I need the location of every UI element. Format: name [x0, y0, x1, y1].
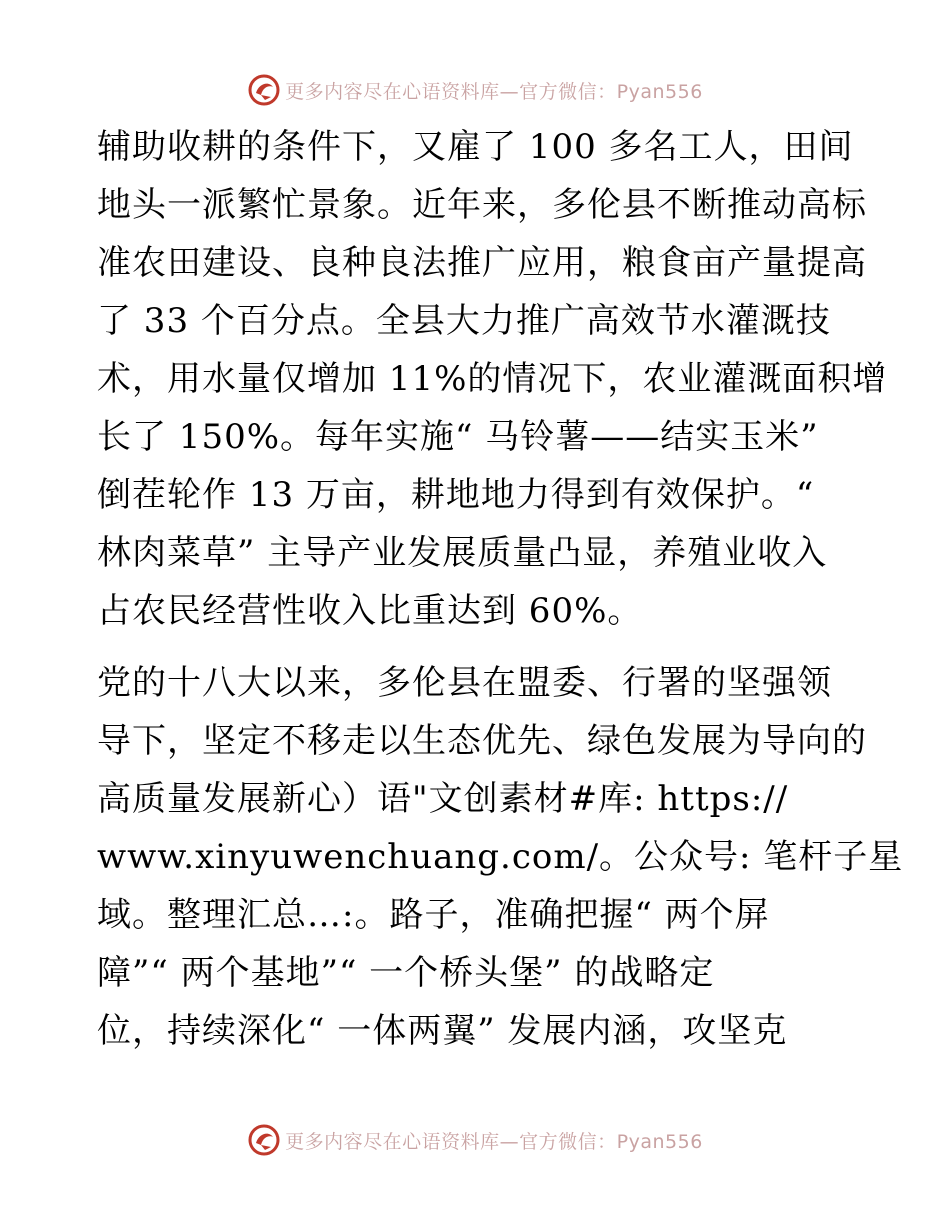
text-line: 障”“ 两个基地”“ 一个桥头堡” 的战略定 [97, 953, 715, 993]
text-line: 术，用水量仅增加 11%的情况下，农业灌溉面积增 [97, 359, 888, 399]
text-line: 倒茬轮作 13 万亩，耕地地力得到有效保护。“ [97, 475, 815, 515]
watermark-text: 更多内容尽在心语资料库—官方微信：Pyan556 [285, 1130, 703, 1153]
text-line: 辅助收耕的条件下，又雇了 100 多名工人，田间 [97, 127, 854, 167]
document-body [97, 118, 904, 1060]
paragraph-2 [97, 654, 904, 1060]
text-line: 高质量发展新心）语"文创素材#库: https:// [97, 779, 789, 819]
text-line: 准农田建设、良种良法推广应用，粮食亩产量提高 [97, 243, 867, 283]
red-swirl-logo-icon [247, 73, 281, 107]
header-watermark-banner [0, 72, 950, 108]
text-line: 位，持续深化“ 一体两翼” 发展内涵，攻坚克 [97, 1011, 788, 1051]
paragraph-1 [97, 118, 897, 640]
text-line: 地头一派繁忙景象。近年来，多伦县不断推动高标 [97, 185, 867, 225]
text-line: www.xinyuwenchuang.com/。公众号: 笔杆子星 [97, 837, 904, 877]
text-line: 域。整理汇总…:。路子，准确把握“ 两个屏 [97, 895, 770, 935]
text-line: 导下，坚定不移走以生态优先、绿色发展为导向的 [97, 721, 867, 761]
text-line: 了 33 个百分点。全县大力推广高效节水灌溉技 [97, 301, 831, 341]
watermark-text: 更多内容尽在心语资料库—官方微信：Pyan556 [285, 80, 703, 103]
red-swirl-logo-icon [247, 1123, 281, 1157]
text-line: 长了 150%。每年实施“ 马铃薯——结实玉米” [97, 417, 819, 457]
text-line: 占农民经营性收入比重达到 60%。 [97, 591, 643, 631]
text-line: 林肉菜草” 主导产业发展质量凸显，养殖业收入 [97, 533, 828, 573]
text-line: 党的十八大以来，多伦县在盟委、行署的坚强领 [97, 663, 832, 703]
footer-watermark-banner [0, 1122, 950, 1158]
